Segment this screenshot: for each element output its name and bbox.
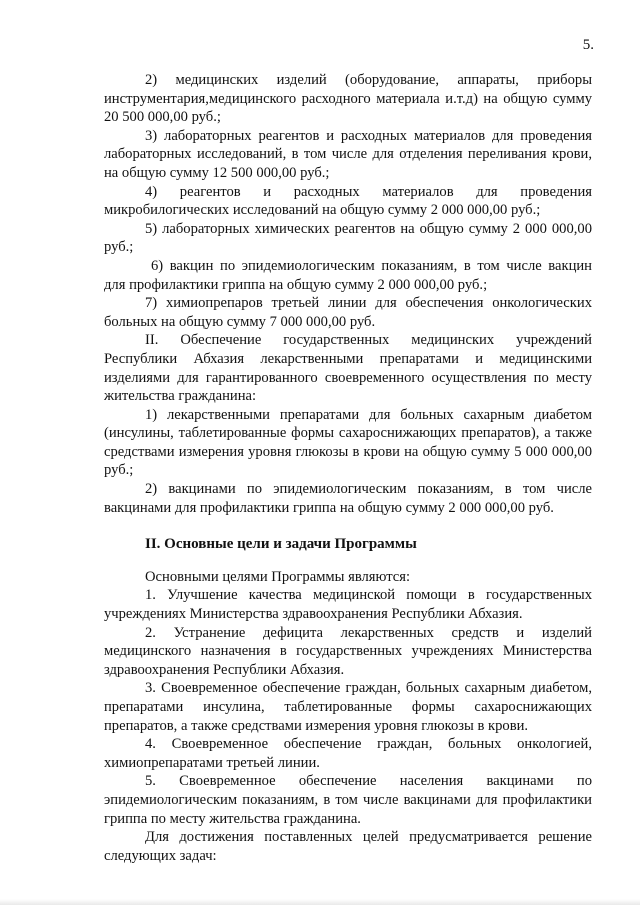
paragraph-item-2: 2) медицинских изделий (оборудование, аппараты, приборы инструментария,медицинского расходного материала и.т.д) на общую сумму 20 500 000,00 руб.;	[104, 72, 592, 126]
section-heading: II. Основные цели и задачи Программы	[145, 536, 417, 553]
paragraph-section-ii-supply: II. Обеспечение государственных медицинских учреждений Республики Абхазия лекарственными препаратами и медицинскими изделиями для гарантированного своевременного осуществления по месту жительства гражданина:	[104, 332, 592, 405]
budget-list	[104, 71, 592, 517]
goal-item-2: 2. Устранение дефицита лекарственных средств и изделий медицинского назначения в государственных учреждениях Министерства здравоохранения Республики Абхазия.	[104, 624, 592, 678]
goals-list	[104, 568, 592, 866]
goal-item-3: 3. Своевременное обеспечение граждан, больных сахарным диабетом, препаратами инсулина, таблетированные формы сахароснижающих препаратов, а также средствами измерения уровня глюкозы в крови.	[104, 680, 592, 734]
scan-edge	[0, 899, 640, 905]
paragraph-item-3: 3) лабораторных реагентов и расходных материалов для проведения лабораторных исследований, в том числе для отделения переливания крови, на общую сумму 12 500 000,00 руб.;	[104, 127, 592, 181]
goal-item-5: 5. Своевременное обеспечение населения вакцинами по эпидемиологическим показаниям, в том числе вакцинами для профилактики гриппа по месту жительства гражданина.	[104, 773, 592, 827]
paragraph-item-7: 7) химиопрепаров третьей линии для обеспечения онкологических больных на общую сумму 7 000 000,00 руб.	[104, 295, 592, 330]
goals-intro: Основными целями Программы являются:	[145, 568, 411, 585]
paragraph-vaccine-supply: 2) вакцинами по эпидемиологическим показаниям, в том числе вакцинами для профилактики гриппа на общую сумму 2 000 000,00 руб.	[104, 481, 592, 516]
goal-item-4: 4. Своевременное обеспечение граждан, больных онкологией, химиопрепаратами третьей линии.	[104, 736, 592, 771]
paragraph-item-6: 6) вакцин по эпидемиологическим показаниям, в том числе вакцин для профилактики гриппа на общую сумму 2 000 000,00 руб.;	[104, 257, 592, 293]
goal-item-1: 1. Улучшение качества медицинской помощи в государственных учреждениях Министерства здравоохранения Республики Абхазия.	[104, 587, 592, 623]
tasks-intro: Для достижения поставленных целей предусматривается решение следующих задач:	[104, 829, 592, 864]
page-number: 5.	[582, 37, 594, 53]
paragraph-item-5: 5) лабораторных химических реагентов на общую сумму 2 000 000,00 руб.;	[104, 220, 592, 256]
paragraph-diabetes-supply: 1) лекарственными препаратами для больных сахарным диабетом (инсулины, таблетированные формы сахароснижающих препаратов), а также средствами измерения уровня глюкозы в крови на общую сумму 5 000 000,00 руб.;	[104, 406, 592, 479]
paragraph-item-4: 4) реагентов и расходных материалов для проведения микробилогических исследований на общую сумму 2 000 000,00 руб.;	[104, 183, 592, 219]
